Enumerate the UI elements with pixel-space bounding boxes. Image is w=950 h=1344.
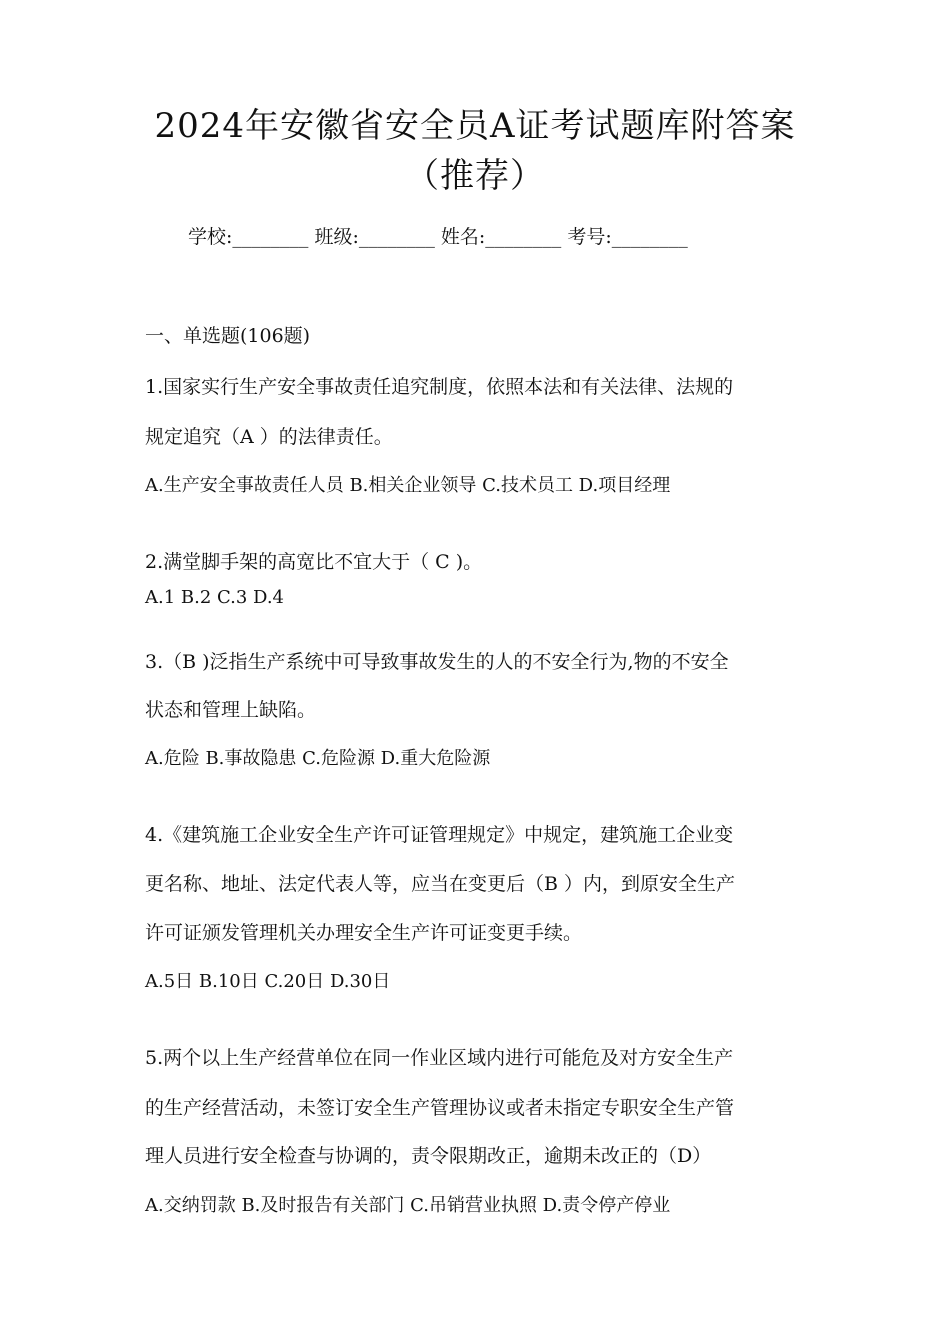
question-4-options: A.5日 B.10日 C.20日 D.30日 bbox=[145, 971, 391, 992]
question-3-options: A.危险 B.事故隐患 C.危险源 D.重大危险源 bbox=[145, 748, 491, 769]
section-heading: 一、单选题(106题) bbox=[145, 325, 311, 347]
document-title-line1: 2024年安徽省安全员A证考试题库附答案 bbox=[154, 106, 796, 146]
document-title-line2: （推荐） bbox=[405, 156, 545, 196]
question-1-line-1: 1.国家实行生产安全事故责任追究制度，依照本法和有关法律、法规的 bbox=[145, 376, 734, 398]
question-5-line-1: 5.两个以上生产经营单位在同一作业区域内进行可能危及对方安全生产 bbox=[145, 1047, 734, 1069]
question-5-line-3: 理人员进行安全检查与协调的，责令限期改正，逾期未改正的（D） bbox=[145, 1145, 712, 1167]
question-2-options: A.1 B.2 C.3 D.4 bbox=[145, 587, 285, 608]
question-4-line-2: 更名称、地址、法定代表人等，应当在变更后（B ）内，到原安全生产 bbox=[145, 873, 736, 895]
question-4-line-1: 4.《建筑施工企业安全生产许可证管理规定》中规定，建筑施工企业变 bbox=[145, 824, 734, 846]
student-info-line: 学校:________ 班级:________ 姓名:________ 考号:________ bbox=[188, 226, 688, 248]
question-1-line-2: 规定追究（A ）的法律责任。 bbox=[145, 426, 393, 448]
question-1-options: A.生产安全事故责任人员 B.相关企业领导 C.技术员工 D.项目经理 bbox=[145, 475, 671, 496]
question-4-line-3: 许可证颁发管理机关办理安全生产许可证变更手续。 bbox=[145, 922, 583, 944]
question-5-options: A.交纳罚款 B.及时报告有关部门 C.吊销营业执照 D.责令停产停业 bbox=[145, 1195, 671, 1216]
question-3-line-1: 3.（B )泛指生产系统中可导致事故发生的人的不安全行为,物的不安全 bbox=[145, 651, 729, 673]
question-2-line-1: 2.满堂脚手架的高宽比不宜大于（ C )。 bbox=[145, 551, 483, 573]
question-5-line-2: 的生产经营活动，未签订安全生产管理协议或者未指定专职安全生产管 bbox=[145, 1097, 735, 1119]
question-3-line-2: 状态和管理上缺陷。 bbox=[145, 699, 317, 721]
